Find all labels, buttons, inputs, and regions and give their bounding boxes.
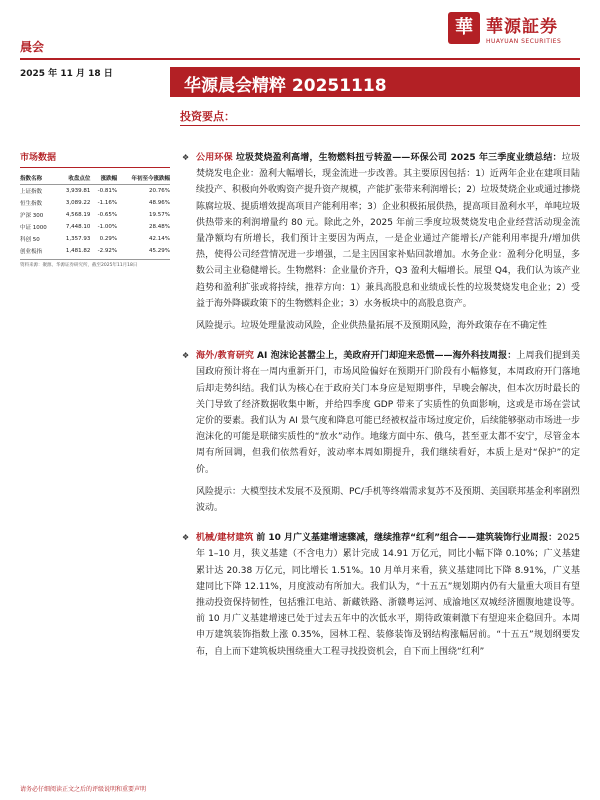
table-row <box>20 197 170 209</box>
summary-item <box>182 150 580 334</box>
table-row <box>20 245 170 257</box>
data-source-note: 资料来源：聚源、华源证券研究所，截至2025年11月18日 <box>20 259 170 268</box>
main-content <box>182 150 580 660</box>
ytd-value: 42.14% <box>149 236 170 242</box>
summary-headline: 前 10 月广义基建增速骤减，继续推荐“红利”组合——建筑装饰行业周报： <box>256 533 558 544</box>
risk-warning: 风险提示。垃圾处理量波动风险，企业供热量拓展不及预期风险，海外政策存在不确定性 <box>196 321 548 332</box>
logo-name-cn: 華源証券 <box>486 17 558 37</box>
close-value: 4,568.19 <box>65 212 91 218</box>
company-logo <box>448 10 588 54</box>
section-divider <box>180 125 580 126</box>
bullet-diamond-icon: ❖ <box>182 153 190 162</box>
close-value: 1,481.82 <box>65 248 91 254</box>
top-divider <box>20 58 580 60</box>
change-value: -1.16% <box>97 200 118 206</box>
report-date: 2025 年 11 月 18 日 <box>20 69 113 79</box>
close-value: 1,357.93 <box>65 236 91 242</box>
summary-body: 垃圾焚烧发电企业：盈利大幅增长，现金流进一步改善。其主要原因包括：1）近两年企业在建项目陆续投产、积极向外收购资产提升资产规模，产能扩张带来利润增长；2）垃圾焚烧企业或通过掺烧陈腐垃圾、提质增效提高项目产能利用率；3）企业积极拓展供热，提高项目盈利水平，单吨垃圾供热带来的利润增量约 80 元。除此之外，2025 年前三季度垃圾焚烧发电企业经营活动现金流量净额均有所增长，我们预计主要因为两点，一是企业通过产能增长/产能利用率提升/增加供热，使得公司经营情况进一步增强，二是主因国家补贴回款增加。水务企业：盈利分化明显，多数公司主业稳健增长。生物燃料：企业量价齐升，Q3 盈利大幅增长。展望 Q4，我们认为该产业趋势和盈利扩张或将持续，推荐方向：1）兼具高股息和业绩成长性的垃圾焚烧发电企业；2）受益于海外降碳政策下的生物燃料企业；3）水务板块中的高股息资产。 <box>196 153 580 309</box>
change-value: -0.65% <box>97 212 118 218</box>
summary-paragraph <box>196 530 580 660</box>
ytd-value: 48.96% <box>149 200 170 206</box>
table-row <box>20 209 170 221</box>
index-name: 恒生指数 <box>20 201 43 207</box>
change-value: -2.92% <box>97 248 118 254</box>
sector-tag: 公用环保 <box>196 153 233 163</box>
change-value: -0.81% <box>97 188 118 194</box>
index-name: 创业板指 <box>20 249 43 255</box>
table-header-row <box>20 172 170 185</box>
index-name: 沪深 300 <box>20 213 44 219</box>
column-header: 涨跌幅 <box>90 172 117 185</box>
summary-paragraph <box>196 150 580 312</box>
market-data-title: 市场数据 <box>20 150 170 168</box>
column-header: 指数名称 <box>20 172 57 185</box>
report-category: 晨会 <box>20 40 45 54</box>
index-name: 中证 1000 <box>20 225 47 231</box>
summary-item <box>182 530 580 660</box>
logo-mark-icon: 華 <box>448 12 480 44</box>
index-name: 上证指数 <box>20 189 43 195</box>
bullet-diamond-icon: ❖ <box>182 533 190 543</box>
table-row <box>20 185 170 198</box>
change-value: 0.29% <box>99 236 118 242</box>
ytd-value: 45.29% <box>149 248 170 254</box>
column-header: 收盘点位 <box>57 172 91 185</box>
summary-paragraph <box>196 348 580 478</box>
disclaimer-footer: 请务必仔细阅读正文之后的评级说明和重要声明 <box>20 786 147 793</box>
title-banner <box>170 67 580 97</box>
table-row <box>20 221 170 233</box>
summary-headline: AI 泡沫论甚嚣尘上，美政府开门却迎来恐慌——海外科技周报： <box>257 351 517 362</box>
column-header: 年初至今涨跌幅 <box>117 172 170 185</box>
summary-body: 2025 年 1–10 月，狭义基建（不含电力）累计完成 14.91 万亿元，同比小幅下降 0.10%；广义基建累计达 20.38 万亿元，同比增长 1.51%。10 月单月来看，狭义基建同比下降 8.91%，广义基建同比下降 12.11%，月度波动有所加大。我们认为，“十五五”规划期内仍有大量重大项目有望推动投资保持韧性，包括雅江电站、新藏铁路、浙赣粤运河、成渝地区双城经济圈腹地建设等。前 10 月广义基建增速已处于过去五年中的次低水平，期待政策刺激下有望迎来企稳回升。本周申万建筑装饰指数上涨 0.35%，园林工程、装修装饰及钢结构涨幅居前。“十五五”规划纲要发布，自上而下建筑板块围绕重大工程寻找投资机会，自下而上围绕“红利” <box>196 533 580 657</box>
risk-warning: 风险提示：大模型技术发展不及预期、PC/手机等终端需求复苏不及预期、美国联邦基金利率剧烈波动。 <box>196 486 580 514</box>
market-data-table <box>20 172 170 257</box>
index-name: 科创 50 <box>20 237 40 243</box>
logo-name-en: HUAYUAN SECURITIES <box>486 38 562 45</box>
sector-tag: 机械/建材建筑 <box>196 533 254 544</box>
page-title: 华源晨会精粹 20251118 <box>184 76 387 96</box>
close-value: 7,448.10 <box>65 224 91 230</box>
sector-tag: 海外/教育研究 <box>196 351 255 362</box>
close-value: 3,939.81 <box>65 188 91 194</box>
summary-headline: 垃圾焚烧盈利高增，生物燃料扭亏转盈——环保公司 2025 年三季度业绩总结： <box>235 153 562 163</box>
summary-item <box>182 348 580 516</box>
close-value: 3,089.22 <box>65 200 91 206</box>
table-row <box>20 233 170 245</box>
market-data-panel <box>20 150 170 268</box>
bullet-diamond-icon: ❖ <box>182 351 190 361</box>
section-heading: 投资要点： <box>180 110 235 123</box>
ytd-value: 20.76% <box>149 188 170 194</box>
ytd-value: 19.57% <box>149 212 170 218</box>
change-value: -1.00% <box>97 224 118 230</box>
ytd-value: 28.48% <box>149 224 170 230</box>
summary-body: 上周我们提到美国政府预计将在一周内重新开门，市场风险偏好在预期开门阶段有小幅修复，本周政府开门落地后却走势纠结。我们认为核心在于政府关门本身应是短期事件，早晚会解决，但本次历时最长的关门导致了经济数据收集中断，并给四季度 GDP 带来了实质性的负面影响，这或是市场在尝试定价的要素。我们认为 AI 景气度和降息可能已经被权益市场过度定价，后续能够驱动市场进一步泡沫化的可能是联储实质性的“放水”动作。地缘方面中东、俄乌，甚至亚太都不安宁，尽管金本周有所回调，但我们依然看好，波动率本周如期提升，我们继续看好，本质上是对“保护”的定价。 <box>196 351 580 475</box>
